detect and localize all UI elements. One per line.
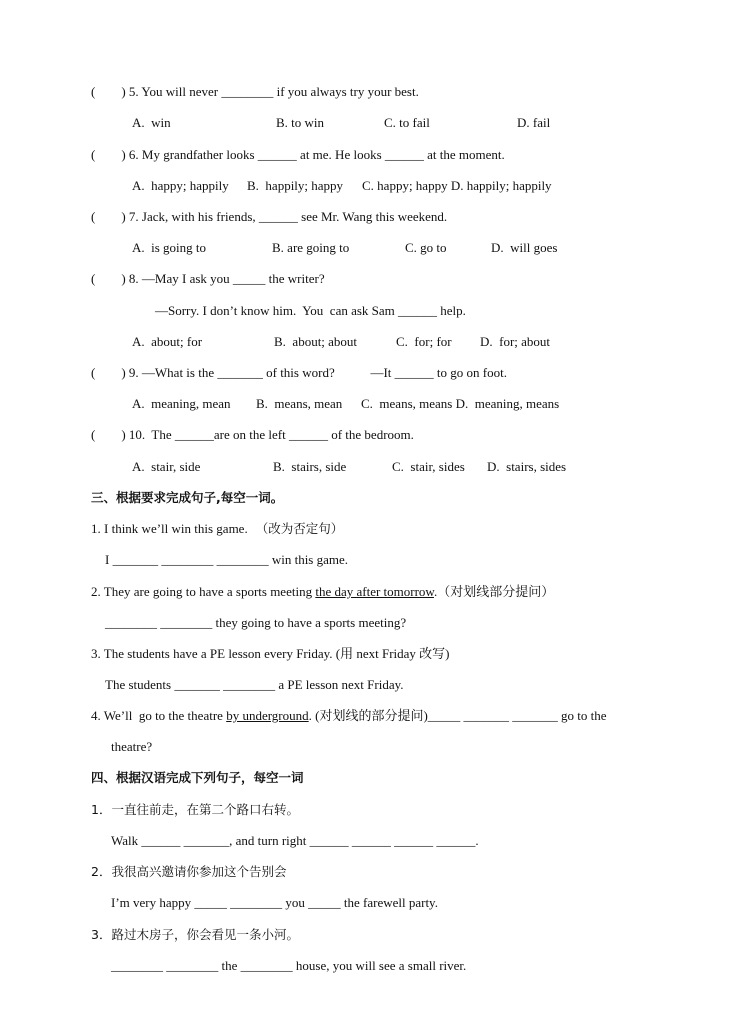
section-4-heading: 四、根据汉语完成下列句子，每空一词 — [91, 770, 304, 785]
s4-q1-chinese: 1．一直往前走，在第二个路口右转。 — [91, 802, 299, 817]
q9-option-cd: C. means, means D. meaning, means — [361, 396, 560, 411]
s3-q4-underlined: by underground — [226, 708, 309, 723]
s3-q3-answer: The students _______ ________ a PE lesson next Friday. — [105, 677, 404, 692]
q7-option-a: A. is going to — [132, 240, 207, 255]
s3-q1-text: 1. I think we’ll win this game. — [91, 521, 248, 536]
q8-option-c: C. for; for — [396, 334, 452, 349]
s4-q2-english: I’m very happy _____ ________ you _____ the farewell party. — [111, 895, 438, 910]
s3-q4-pre: 4. We’ll go to the theatre — [91, 708, 227, 723]
q7-option-d: D. will goes — [491, 240, 558, 255]
q6-option-b: B. happily; happy — [247, 178, 344, 193]
q10-option-a: A. stair, side — [132, 459, 201, 474]
section-3-heading: 三、根据要求完成句子,每空一词。 — [91, 490, 284, 505]
q8-option-b: B. about; about — [274, 334, 358, 349]
question-5-stem: ( ) 5. You will never ________ if you always try your best. — [91, 84, 419, 99]
question-6-stem: ( ) 6. My grandfather looks ______ at me. He looks ______ at the moment. — [91, 147, 505, 162]
question-7-stem: ( ) 7. Jack, with his friends, ______ see Mr. Wang this weekend. — [91, 209, 448, 224]
s4-q2-chinese: 2．我很高兴邀请你参加这个告别会 — [91, 864, 287, 879]
question-9-stem: ( ) 9. —What is the _______ of this word? —It ______ to go on foot. — [91, 365, 507, 380]
s3-q2-line — [91, 584, 554, 600]
s3-q2-answer: ________ ________ they going to have a sports meeting? — [105, 615, 407, 630]
s4-q3-chinese: 3．路过木房子，你会看见一条小河。 — [91, 927, 299, 942]
s3-q2-pre: 2. They are going to have a sports meeting — [91, 584, 316, 599]
s3-q2-post: .（对划线部分提问） — [433, 584, 555, 599]
s3-q1-line — [91, 521, 343, 537]
q9-option-b: B. means, mean — [256, 396, 343, 411]
q8-option-d: D. for; about — [480, 334, 551, 349]
q8-option-a: A. about; for — [132, 334, 203, 349]
q6-option-a: A. happy; happily — [132, 178, 229, 193]
s3-q4-line — [91, 708, 607, 724]
q10-option-d: D. stairs, sides — [487, 459, 567, 474]
question-8-stem: ( ) 8. —May I ask you _____ the writer? — [91, 271, 325, 286]
s3-q4-post: . (对划线的部分提问)_____ _______ _______ go to the — [308, 708, 607, 723]
s3-q4-continuation: theatre? — [111, 739, 153, 754]
q10-option-b: B. stairs, side — [273, 459, 347, 474]
s4-q3-english: ________ ________ the ________ house, you will see a small river. — [111, 958, 467, 973]
q7-option-b: B. are going to — [272, 240, 350, 255]
s4-q1-english: Walk ______ _______, and turn right ______ ______ ______ ______. — [111, 833, 479, 848]
q9-option-a: A. meaning, mean — [132, 396, 231, 411]
q5-option-a: A. win — [132, 115, 171, 130]
s3-q3-text: 3. The students have a PE lesson every Friday. (用 next Friday 改写) — [91, 646, 450, 661]
s3-q1-note: （改为否定句） — [255, 521, 344, 536]
q6-option-cd: C. happy; happy D. happily; happily — [362, 178, 552, 193]
q5-option-d: D. fail — [517, 115, 551, 130]
q5-option-b: B. to win — [276, 115, 325, 130]
q7-option-c: C. go to — [405, 240, 447, 255]
s3-q1-answer: I _______ ________ ________ win this game. — [105, 552, 349, 567]
question-8-reply: —Sorry. I don’t know him. You can ask Sam ______ help. — [155, 303, 466, 318]
q10-option-c: C. stair, sides — [392, 459, 465, 474]
question-10-stem: ( ) 10. The ______are on the left ______ of the bedroom. — [91, 427, 414, 442]
q5-option-c: C. to fail — [384, 115, 430, 130]
s3-q2-underlined: the day after tomorrow — [315, 584, 434, 599]
